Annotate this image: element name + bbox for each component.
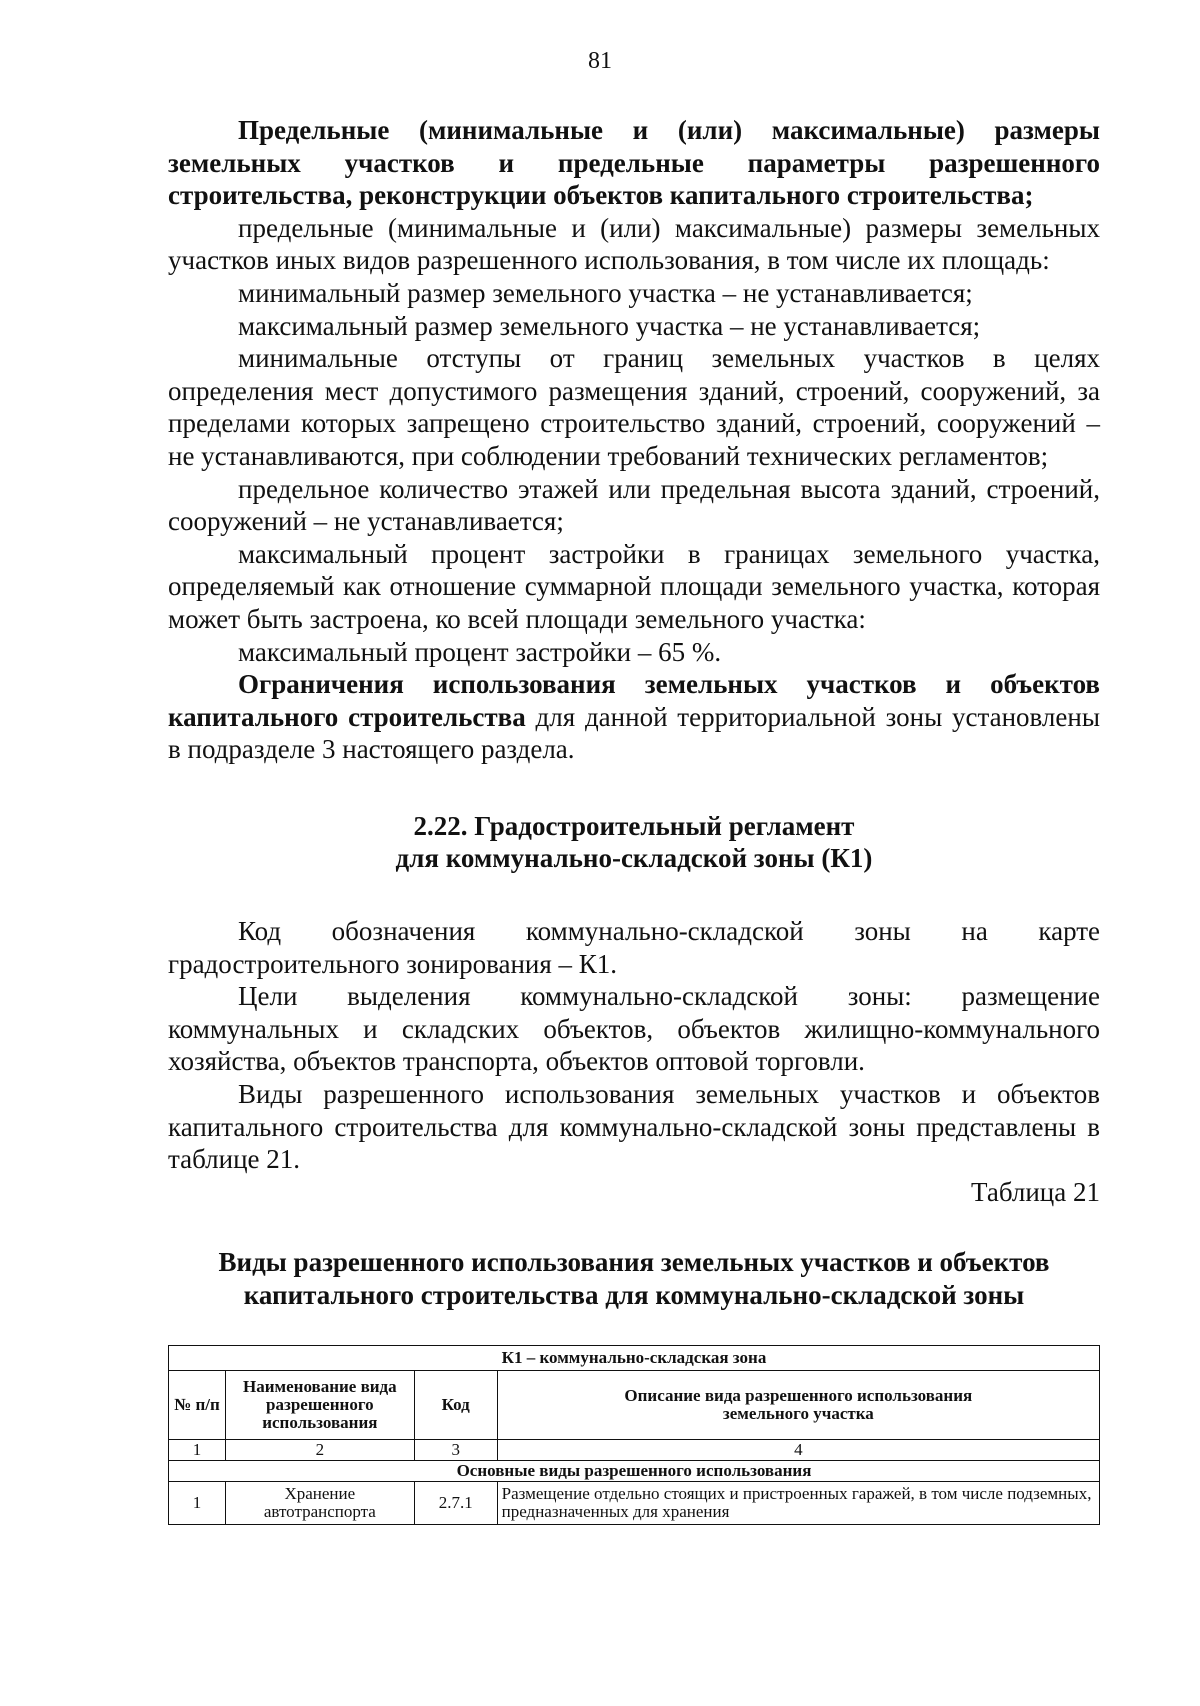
table-cell-description: Размещение отдельно стоящих и пристроенных гаражей, в том числе подземных, предназначенных для хранения — [497, 1481, 1099, 1524]
table-zone-row — [169, 1345, 1100, 1370]
restrictions-rest: для данной территориальной зоны установлены в подразделе 3 настоящего раздела. — [168, 701, 1100, 765]
table-cell-code: 2.7.1 — [414, 1481, 497, 1524]
section-heading-line2: для коммунально-складской зоны (К1) — [395, 843, 873, 874]
paragraph-min-size: минимальный размер земельного участка – не устанавливается; — [238, 277, 973, 308]
table-zone-header: К1 – коммунально-складская зона — [169, 1345, 1100, 1370]
paragraph-zone-code: Код обозначения коммунально-складской зоны на карте градостроительного зонирования – К1. — [168, 916, 1100, 979]
page-number: 81 — [588, 48, 612, 74]
paragraph-limit-parameters-heading: Предельные (минимальные и (или) максимальные) размеры земельных участков и предельные параметры разрешенного строительства, реконструкции объектов капитального строительства; — [168, 115, 1100, 211]
uses-table — [168, 1345, 1100, 1525]
restrictions-bold: Ограничения использования земельных участков и объектов капитального строительства — [168, 669, 1100, 732]
paragraph-zone-goals: Цели выделения коммунально-складской зоны: размещение коммунальных и складских объектов, объектов жилищно-коммунального хозяйства, объектов транспорта, объектов оптовой торговли. — [168, 981, 1100, 1077]
table-title-line2: капитального строительства для коммунально-складской зоны — [243, 1280, 1025, 1310]
paragraph-floors: предельное количество этажей или предельная высота зданий, строений, сооружений – не устанавливается; — [168, 473, 1100, 537]
paragraph-limit-sizes: предельные (минимальные и (или) максимальные) размеры земельных участков иных видов разрешенного использования, в том числе их площадь: — [168, 212, 1100, 276]
table-col-code-header: Код — [414, 1370, 497, 1439]
paragraph-percent-value: максимальный процент застройки – 65 %. — [238, 636, 722, 667]
table-group-header: Основные виды разрешенного использования — [169, 1460, 1100, 1481]
paragraph-zone-uses: Виды разрешенного использования земельных участков и объектов капитального строительства для коммунально-складской зоны представлены в таблице 21. — [168, 1079, 1100, 1175]
table-col-description-header: Описание вида разрешенного использования земельного участка — [497, 1370, 1099, 1439]
table-col-name-header: Наименование вида разрешенного использования — [225, 1370, 414, 1439]
table-col-number: 2 — [225, 1439, 414, 1460]
paragraph-setbacks: минимальные отступы от границ земельных участков в целях определения мест допустимого размещения зданий, строений, сооружений, за пределами которых запрещено строительство зданий, строений, сооружений – не устанавливаются, при соблюдении требований технических регламентов; — [168, 343, 1100, 471]
table-col-number: 1 — [169, 1439, 226, 1460]
paragraph-restrictions — [168, 668, 1100, 766]
section-heading-line1: 2.22. Градостроительный регламент — [413, 810, 855, 841]
page-content — [168, 114, 1100, 1525]
table-title-line1: Виды разрешенного использования земельных участков и объектов — [218, 1247, 1050, 1278]
table-col-numbers-row — [169, 1439, 1100, 1460]
table-header-row — [169, 1370, 1100, 1439]
paragraph-max-percent: максимальный процент застройки в границах земельного участка, определяемый как отношение суммарной площади земельного участка, которая может быть застроена, ко всей площади земельного участка: — [168, 538, 1100, 634]
table-col-number-header: № п/п — [169, 1370, 226, 1439]
table-label: Таблица 21 — [971, 1176, 1100, 1207]
table-cell-number: 1 — [169, 1481, 226, 1524]
table-group-row — [169, 1460, 1100, 1481]
table-col-number: 4 — [497, 1439, 1099, 1460]
table-row — [169, 1481, 1100, 1524]
table-cell-name: Хранение автотранспорта — [225, 1481, 414, 1524]
paragraph-max-size: максимальный размер земельного участка – не устанавливается; — [238, 310, 981, 341]
table-col-number: 3 — [414, 1439, 497, 1460]
